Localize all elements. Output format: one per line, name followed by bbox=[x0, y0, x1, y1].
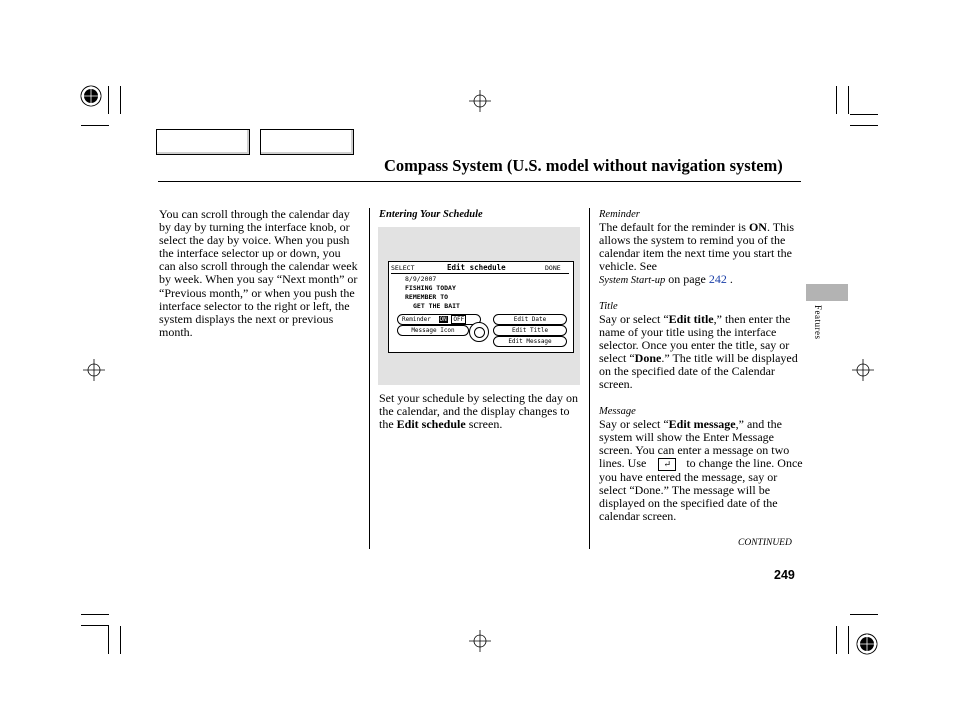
enter-key-icon: ↵ bbox=[658, 458, 676, 471]
interface-knob-icon bbox=[469, 322, 489, 342]
title-bold: Edit title bbox=[668, 312, 714, 326]
title-text-1: Say or select “ bbox=[599, 312, 669, 326]
title-text-3: .” The title will be displayed on the specified date of the Calendar screen. bbox=[599, 351, 798, 392]
title-caption: Title bbox=[599, 301, 618, 312]
figure-para-end: screen. bbox=[465, 417, 503, 432]
crop-mark bbox=[81, 125, 109, 126]
crop-mark bbox=[120, 626, 121, 654]
registration-mark-icon bbox=[80, 85, 102, 107]
reminder-paragraph bbox=[599, 221, 804, 287]
header-rule bbox=[158, 181, 801, 182]
nav-tab-back[interactable] bbox=[156, 129, 250, 155]
figure-paragraph bbox=[379, 392, 581, 431]
screen-line-2: REMEMBER TO bbox=[405, 293, 449, 301]
message-icon-button[interactable]: Message Icon bbox=[397, 325, 469, 336]
message-caption: Message bbox=[599, 406, 636, 417]
message-text-1: Say or select “ bbox=[599, 417, 669, 431]
crop-mark bbox=[848, 626, 849, 654]
screen-rule bbox=[391, 273, 569, 274]
reminder-button[interactable] bbox=[397, 314, 481, 325]
intro-paragraph: You can scroll through the calendar day by day by turning the interface knob, or select the day by voice. When you push the interface selector up or down, you can also scroll through the calendar week by week. When you say “Next month” or “Previous month,” or when you push the interface selector to the right or left, the system displays the next or previous month. bbox=[159, 207, 358, 339]
message-text-3: to change the line. Once you have entered the message, say or select “Done.” The message will be displayed on the specified date of the calendar screen. bbox=[599, 456, 803, 524]
figure-para-start: Set your schedule by selecting the day on the calendar, and the display changes to the bbox=[379, 391, 578, 432]
crop-mark bbox=[108, 86, 109, 114]
title-paragraph bbox=[599, 313, 804, 392]
title-text-2: ,” then enter the name of your title using the interface selector. Once you enter the title, say or select “ bbox=[599, 312, 791, 366]
crop-mark bbox=[850, 114, 878, 115]
reminder-ref-end: . bbox=[726, 272, 733, 287]
message-text-2: ,” and the system will show the Enter Message screen. You can enter a message on two lines. Use bbox=[599, 417, 790, 471]
edit-schedule-screen bbox=[388, 261, 574, 353]
registration-mark-icon bbox=[856, 633, 878, 655]
edit-title-button[interactable]: Edit Title bbox=[493, 325, 567, 336]
page-number: 249 bbox=[774, 568, 795, 582]
reminder-ref-text: on page bbox=[665, 272, 709, 287]
crop-mark bbox=[108, 626, 109, 654]
page-link[interactable]: 242 bbox=[708, 272, 727, 287]
reminder-text-1: The default for the reminder is bbox=[599, 220, 749, 234]
column-divider bbox=[589, 208, 590, 549]
title-bold-2: Done bbox=[634, 351, 662, 366]
nav-tab-forward[interactable] bbox=[260, 129, 354, 155]
crosshair-icon bbox=[469, 90, 491, 112]
reminder-text-2: . This allows the system to remind you of the calendar item the next time you start the vehicle. See bbox=[599, 220, 795, 274]
crop-mark bbox=[850, 614, 878, 615]
reminder-label: Reminder bbox=[402, 316, 431, 323]
crosshair-icon bbox=[469, 630, 491, 652]
crop-mark bbox=[81, 614, 109, 615]
screen-select-label: SELECT bbox=[391, 264, 415, 272]
crop-mark bbox=[120, 86, 121, 114]
crop-mark bbox=[850, 125, 878, 126]
reminder-on: ON bbox=[439, 316, 447, 323]
crosshair-icon bbox=[83, 359, 105, 381]
crosshair-icon bbox=[852, 359, 874, 381]
crop-mark bbox=[848, 86, 849, 114]
message-paragraph bbox=[599, 418, 804, 523]
reminder-bold: ON bbox=[748, 220, 767, 234]
reminder-off: OFF bbox=[453, 316, 465, 323]
figure-para-bold: Edit schedule bbox=[396, 417, 466, 432]
page-title: Compass System (U.S. model without navigation system) bbox=[384, 156, 783, 175]
screen-heading: Edit schedule bbox=[447, 263, 506, 272]
message-bold: Edit message bbox=[668, 417, 736, 431]
edit-date-button[interactable]: Edit Date bbox=[493, 314, 567, 325]
edit-message-button[interactable]: Edit Message bbox=[493, 336, 567, 347]
screen-line-1: FISHING TODAY bbox=[405, 284, 456, 292]
crop-mark bbox=[836, 86, 837, 114]
reminder-caption: Reminder bbox=[599, 209, 640, 220]
reminder-ref: System Start-up bbox=[599, 275, 666, 287]
section-label: Features bbox=[813, 305, 823, 340]
section-tab bbox=[806, 284, 848, 301]
column-divider bbox=[369, 208, 370, 549]
screen-line-3: GET THE BAIT bbox=[413, 302, 460, 310]
screen-done-label: DONE bbox=[545, 264, 561, 272]
continued-label: CONTINUED bbox=[738, 538, 792, 548]
screen-date: 8/9/2007 bbox=[405, 275, 437, 283]
crop-mark bbox=[836, 626, 837, 654]
figure-caption: Entering Your Schedule bbox=[379, 209, 483, 220]
crop-mark bbox=[81, 625, 109, 626]
